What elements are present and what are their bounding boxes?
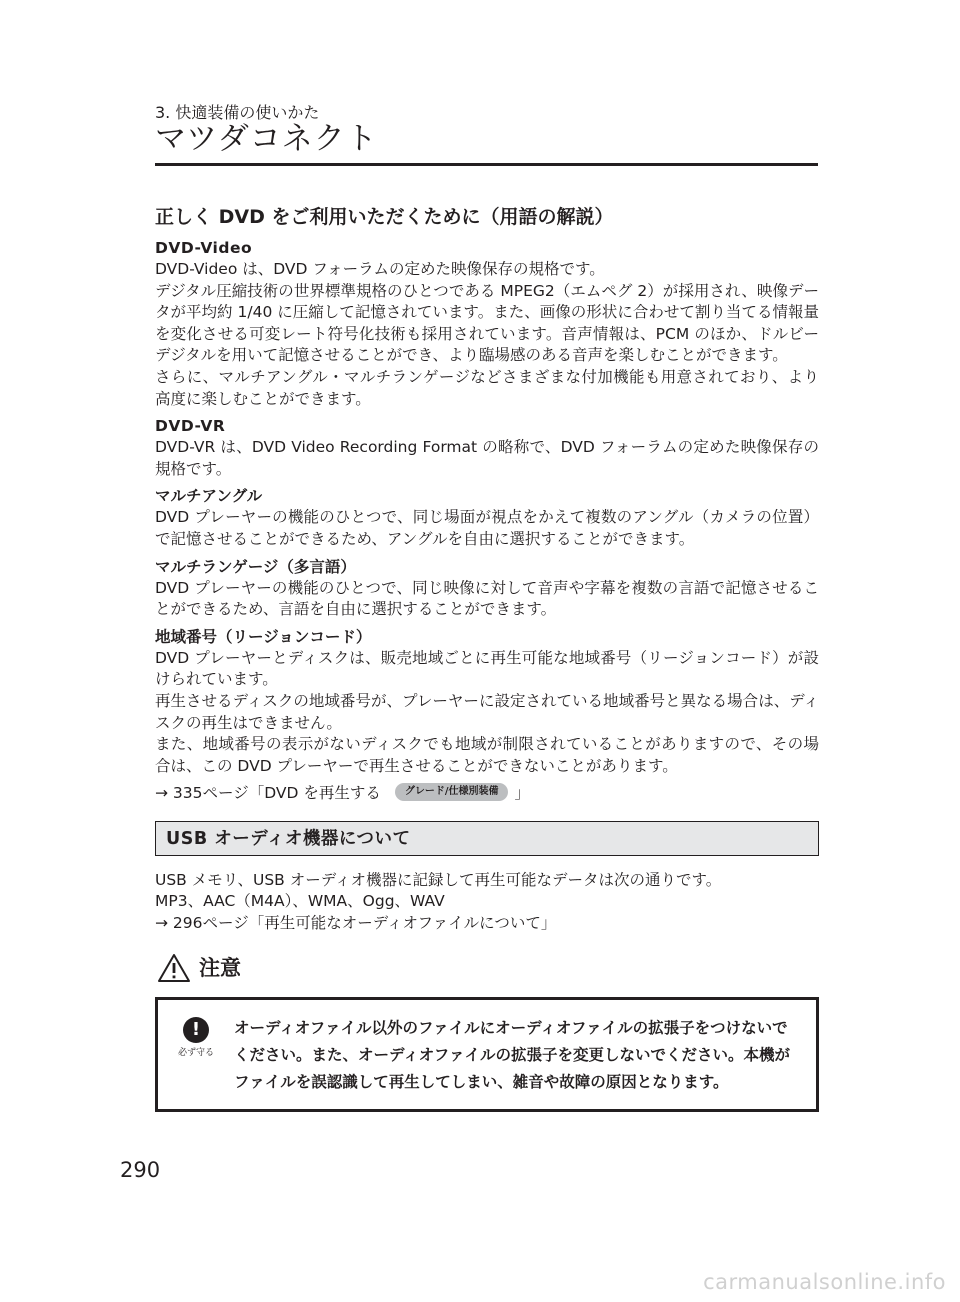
term-dvd-video — [155, 238, 819, 410]
page-number: 290 — [120, 1158, 161, 1182]
term-heading: マルチアングル — [155, 487, 263, 506]
term-region-code — [155, 627, 819, 778]
term-paragraph: DVD プレーヤーの機能のひとつで、同じ場面が視点をかえて複数のアングル（カメラの位置）で記憶させることができるため、アングルを自由に選択することができます。 — [155, 508, 819, 548]
dvd-page-reference[interactable] — [155, 783, 819, 805]
must-follow-label: 必ず守る — [177, 1047, 214, 1058]
grade-spec-badge: グレード/仕様別装備 — [395, 783, 509, 801]
caution-box — [155, 997, 819, 1112]
term-paragraph: DVD プレーヤーの機能のひとつで、同じ映像に対して音声や字幕を複数の言語で記憶させることができるため、言語を自由に選択することができます。 — [155, 578, 819, 619]
term-heading: 地域番号（リージョンコード） — [155, 627, 372, 646]
term-paragraph: DVD-Video は、DVD フォーラムの定めた映像保存の規格です。 — [155, 260, 605, 278]
term-heading: DVD-VR — [155, 417, 226, 436]
term-paragraph: また、地域番号の表示がないディスクでも地域が制限されていることがありますので、その場合は、この DVD プレーヤーで再生させることができないことがあります。 — [155, 735, 819, 775]
usb-text-line: USB メモリ、USB オーディオ機器に記録して再生可能なデータは次の通りです。 — [155, 870, 722, 889]
term-multi-language — [155, 557, 819, 621]
term-heading: マルチランゲージ（多言語） — [155, 557, 356, 576]
reference-close: 」 — [514, 784, 530, 803]
main-content — [155, 204, 819, 1112]
usb-formats-line: MP3、AAC（M4A）、WMA、Ogg、WAV — [155, 892, 445, 911]
chapter-label: 3. 快適装備の使いかた — [155, 103, 320, 122]
caution-header — [157, 953, 819, 983]
term-paragraph: 再生させるディスクの地域番号が、プレーヤーに設定されている地域番号と異なる場合は、ディスクの再生はできません。 — [155, 691, 819, 732]
caution-heading: 注意 — [199, 955, 241, 980]
warning-triangle-icon — [157, 953, 191, 983]
reference-text: → 335ページ「DVD を再生する — [155, 784, 381, 803]
caution-text: オーディオファイル以外のファイルにオーディオファイルの拡張子をつけないでください。また、オーディオファイルの拡張子を変更しないでください。本機がファイルを誤認識して再生してしまい、雑音や故障の原因となります。 — [234, 1018, 790, 1091]
usb-section-box — [155, 821, 819, 856]
term-dvd-vr — [155, 416, 819, 480]
term-paragraph: DVD プレーヤーとディスクは、販売地域ごとに再生可能な地域番号（リージョンコード）が設けられています。 — [155, 648, 819, 689]
term-multi-angle — [155, 486, 819, 550]
usb-page-reference[interactable]: → 296ページ「再生可能なオーディオファイルについて」 — [155, 914, 557, 933]
term-paragraph: さらに、マルチアングル・マルチランゲージなどさまざまな付加機能も用意されており、より高度に楽しむことができます。 — [155, 367, 819, 408]
usb-section-heading: USB オーディオ機器について — [166, 828, 411, 849]
term-paragraph: デジタル圧縮技術の世界標準規格のひとつである MPEG2（エムペグ 2）が採用され、映像データが平均約 1/40 に圧縮して記憶されています。また、画像の形状に合わせて割り当てる情報量を変化させる可変レート符号化技術も採用されています。音声情報は、PCM のほか、ドルビーデジタルを用いて記憶させることができ、より臨場感のある音声を楽しむことができます。 — [155, 281, 819, 365]
dvd-section-heading: 正しく DVD をご利用いただくために（用語の解説） — [155, 206, 614, 228]
watermark: carmanualsonline.info — [703, 1270, 946, 1294]
page-title: マツダコネクト — [155, 121, 378, 157]
title-divider — [155, 163, 818, 166]
term-paragraph: DVD-VR は、DVD Video Recording Format の略称で、DVD フォーラムの定めた映像保存の規格です。 — [155, 438, 819, 478]
term-heading: DVD-Video — [155, 239, 253, 257]
exclamation-circle-icon: ! — [183, 1017, 209, 1043]
must-follow-mark — [172, 1015, 220, 1059]
